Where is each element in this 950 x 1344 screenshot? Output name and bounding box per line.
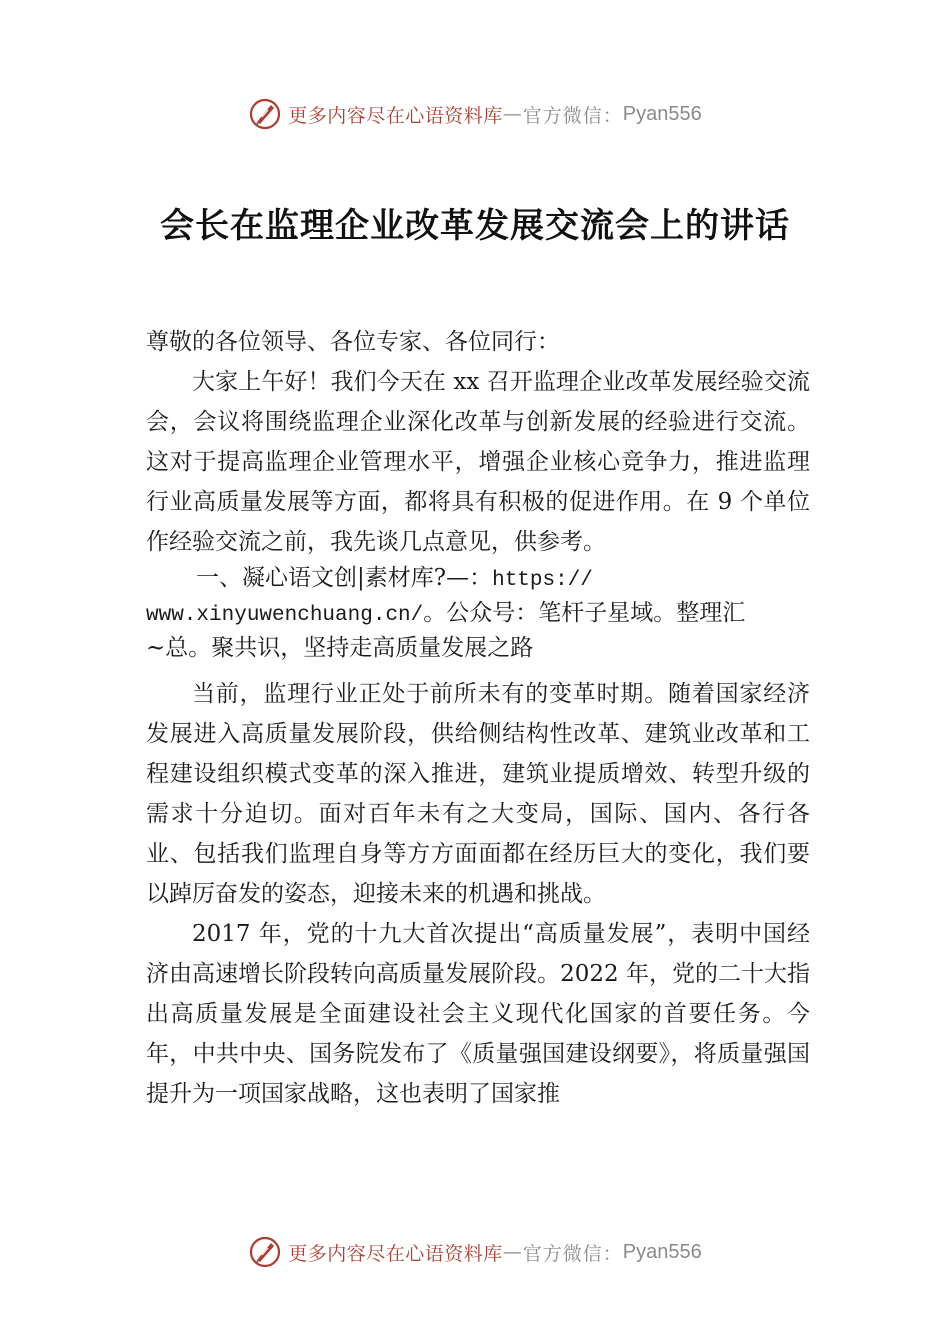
banner-account-label: 官方微信： — [522, 104, 623, 127]
document-body — [146, 322, 810, 1114]
quill-pen-logo-icon — [248, 1235, 282, 1269]
bottom-banner — [0, 1232, 950, 1272]
banner-separator: — — [502, 103, 523, 125]
source-url-part1: https:// — [492, 569, 593, 592]
section-heading-line3: ~总。聚共识，坚持走高质量发展之路 — [146, 635, 534, 661]
paragraph-high-quality: 2017 年，党的十九大首次提出“高质量发展”，表明中国经济由高速增长阶段转向高质量发展阶段。2022 年，党的二十大指出高质量发展是全面建设社会主义现代化国家的首要任务。今年，中共中央、国务院发布了《质量强国建设纲要》，将质量强国提升为一项国家战略，这也表明了国家推 — [146, 921, 810, 1107]
paragraph-industry-change: 当前，监理行业正处于前所未有的变革时期。随着国家经济发展进入高质量发展阶段，供给侧结构性改革、建筑业改革和工程建设组织模式变革的深入推进，建筑业提质增效、转型升级的需求十分迫切。面对百年未有之大变局，国际、国内、各行各业、包括我们监理自身等方方面面都在经历巨大的变化，我们要以踔厉奋发的姿态，迎接未来的机遇和挑战。 — [146, 681, 810, 907]
banner-main-text: 更多内容尽在心语资料库 — [288, 1242, 503, 1265]
section-heading-line2: www.xinyuwenchuang.cn/。公众号：笔杆子星域。整理汇 — [146, 600, 746, 627]
section-heading-1 — [146, 562, 810, 664]
paragraph-opening: 大家上午好！我们今天在 xx 召开监理企业改革发展经验交流会，会议将围绕监理企业深化改革与创新发展的经验进行交流。这对于提高监理企业管理水平，增强企业核心竞争力，推进监理行业高质量发展等方面，都将具有积极的促进作用。在 9 个单位作经验交流之前，我先谈几点意见，供参考。 — [146, 369, 810, 555]
banner-account-id: Pyan556 — [622, 102, 702, 125]
salutation: 尊敬的各位领导、各位专家、各位同行： — [146, 329, 560, 355]
banner-account-label: 官方微信： — [522, 1242, 623, 1265]
section-heading-line1: 一、凝心语文创|素材库?—：https:// — [196, 565, 593, 592]
banner-main-text: 更多内容尽在心语资料库 — [288, 104, 503, 127]
document-title: 会长在监理企业改革发展交流会上的讲话 — [160, 206, 790, 246]
quill-pen-logo-icon — [248, 97, 282, 131]
banner-separator: — — [502, 1241, 523, 1263]
top-banner — [0, 94, 950, 134]
source-url-part2: www.xinyuwenchuang.cn/ — [146, 604, 424, 627]
banner-account-id: Pyan556 — [622, 1240, 702, 1263]
